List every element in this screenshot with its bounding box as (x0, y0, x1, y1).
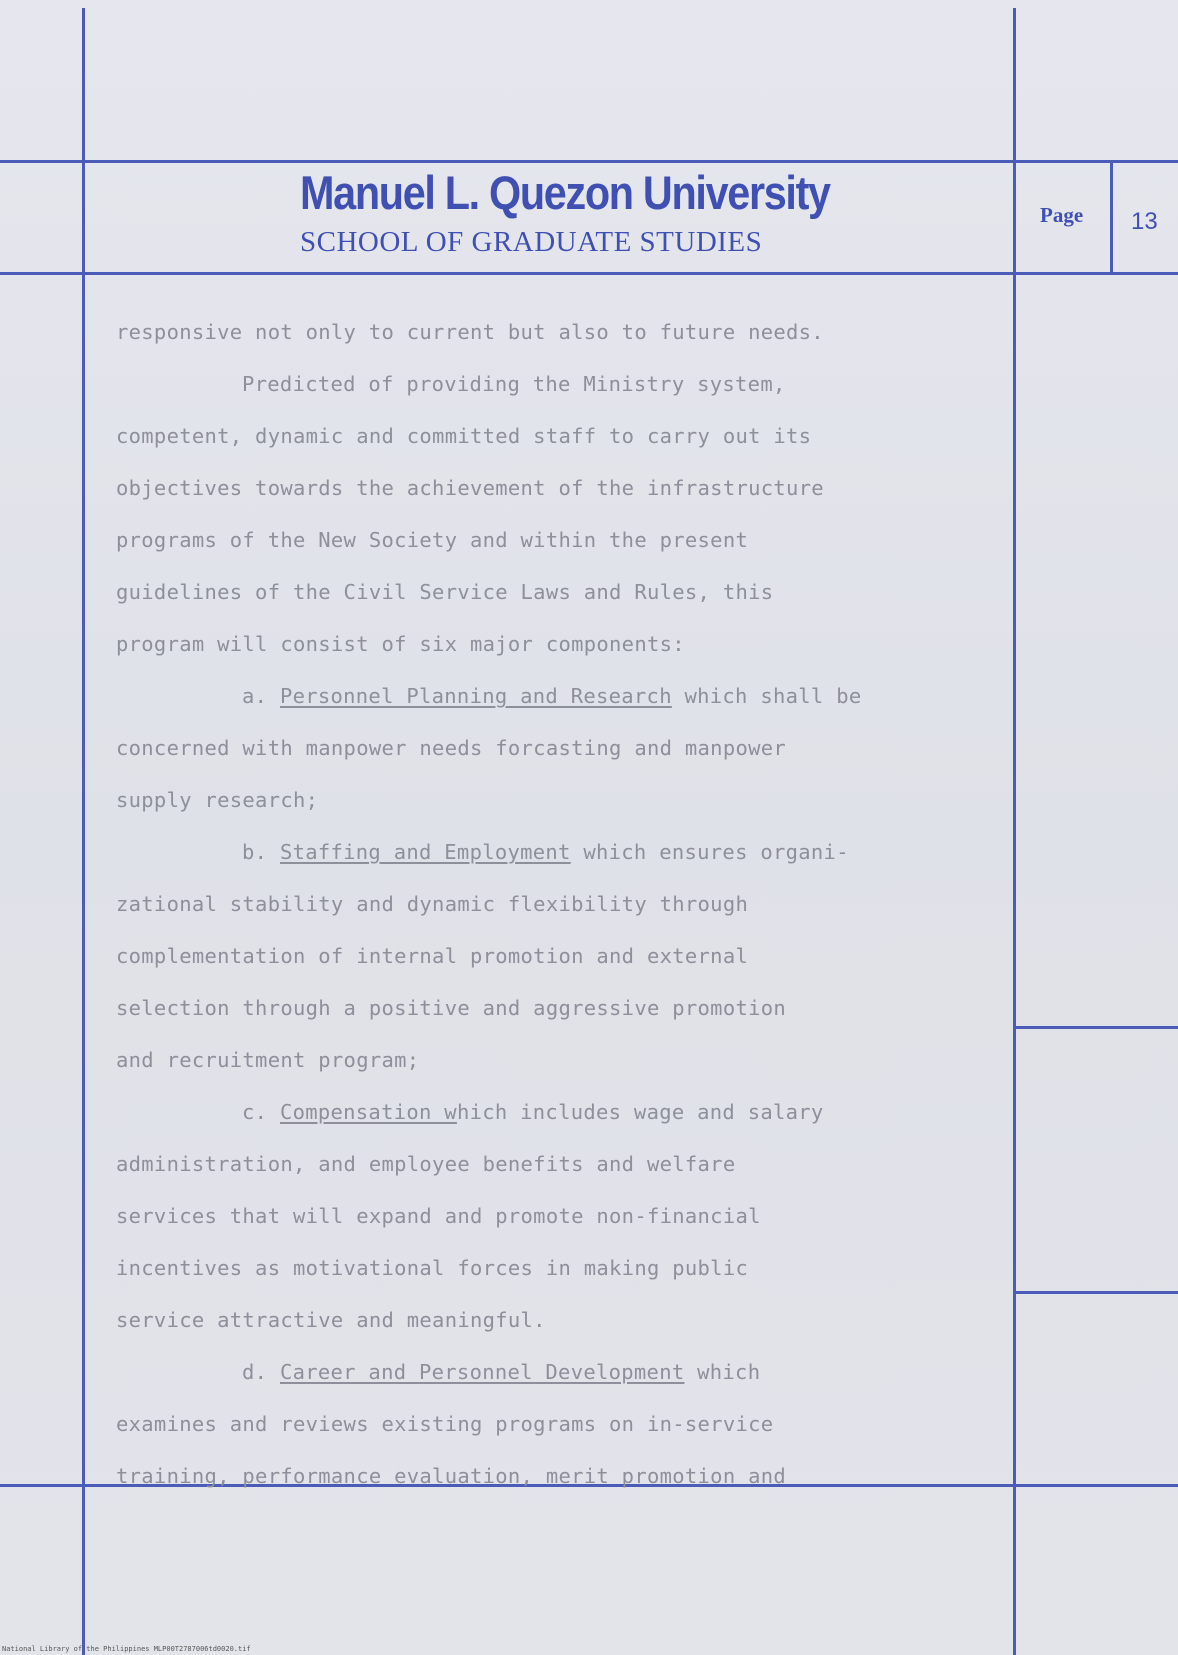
component-title: Compensation w (279, 1100, 457, 1124)
item-text: which shall be (671, 684, 862, 708)
page-label: Page (1040, 203, 1084, 227)
header-bottom-rule (0, 272, 1178, 275)
page-number: 13 (1131, 208, 1158, 235)
header-top-rule (0, 160, 1178, 163)
body-line: training, performance evaluation, merit promotion and (116, 1464, 787, 1488)
body-line: zational stability and dynamic flexibility through (116, 892, 749, 916)
item-prefix: b. (242, 840, 280, 864)
body-line: examines and reviews existing programs on in-service (116, 1412, 774, 1436)
body-line: services that will expand and promote non-financial (116, 1204, 761, 1228)
component-title: Career and Personnel Development (279, 1360, 685, 1384)
body-line: administration, and employee benefits and welfare (116, 1152, 736, 1176)
body-line: guidelines of the Civil Service Laws and Rules, this (116, 580, 774, 604)
item-text: hich includes wage and salary (456, 1100, 824, 1124)
body-line: programs of the New Society and within the present (116, 528, 749, 552)
body-line: program will consist of six major components: (116, 632, 685, 656)
component-d-line (116, 1346, 996, 1398)
typed-body (116, 306, 996, 1502)
item-text: which (684, 1360, 761, 1384)
item-prefix: a. (242, 684, 280, 708)
component-c-line (116, 1086, 996, 1138)
body-line: and recruitment program; (116, 1048, 420, 1072)
item-prefix: d. (242, 1360, 280, 1384)
body-line: supply research; (116, 788, 319, 812)
body-line: selection through a positive and aggressive promotion (116, 996, 787, 1020)
item-prefix: c. (242, 1100, 280, 1124)
component-a-line (116, 670, 996, 722)
component-title: Personnel Planning and Research (279, 684, 672, 708)
body-line: competent, dynamic and committed staff to carry out its (116, 424, 812, 448)
body-line: Predicted of providing the Ministry system, (242, 372, 786, 396)
side-box-rule-2 (1013, 1291, 1178, 1294)
body-line: responsive not only to current but also to future needs. (116, 320, 824, 344)
school-name: SCHOOL OF GRADUATE STUDIES (300, 226, 763, 258)
scan-source-note: National Library of the Philippines MLP00T2787006td0020.tif (2, 1645, 251, 1653)
page-box-divider (1110, 160, 1113, 272)
left-margin-rule (82, 8, 85, 1655)
side-box-rule-1 (1013, 1026, 1178, 1029)
item-text: which ensures organi- (570, 840, 849, 864)
component-title: Staffing and Employment (279, 840, 571, 864)
component-b-line (116, 826, 996, 878)
body-line: incentives as motivational forces in making public (116, 1256, 749, 1280)
body-line: complementation of internal promotion and external (116, 944, 749, 968)
right-margin-rule (1013, 8, 1016, 1655)
body-line: service attractive and meaningful. (116, 1308, 546, 1332)
university-name: Manuel L. Quezon University (300, 166, 830, 219)
body-line: objectives towards the achievement of the infrastructure (116, 476, 824, 500)
body-line: concerned with manpower needs forcasting and manpower (116, 736, 787, 760)
